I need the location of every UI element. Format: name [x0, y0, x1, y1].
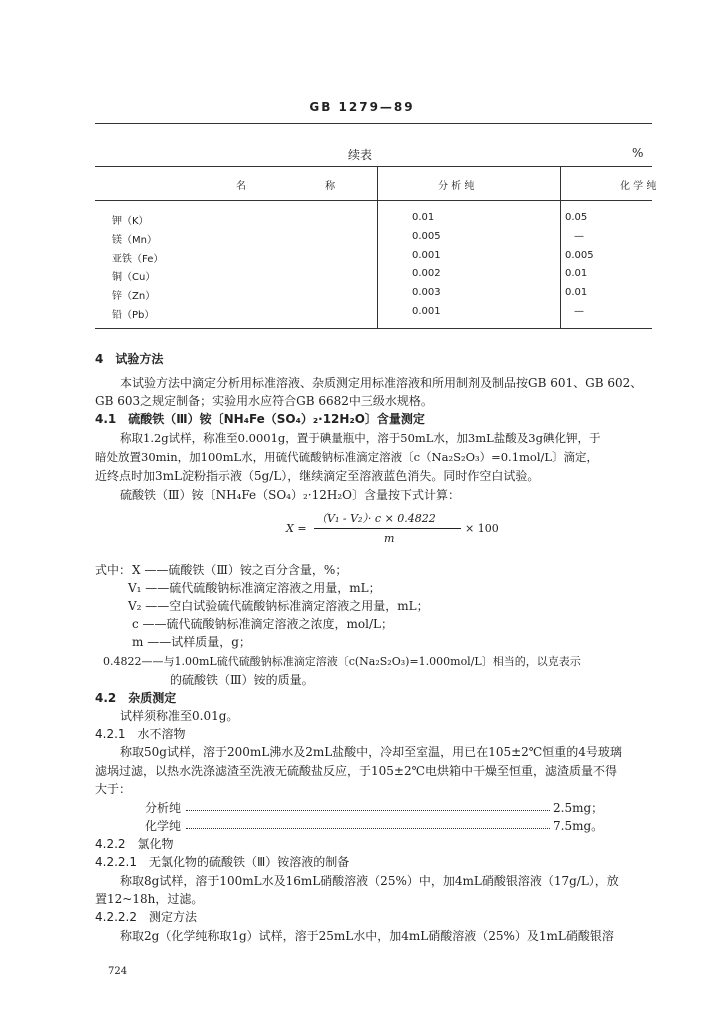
table-cell-name: 钾（K）	[112, 216, 149, 227]
section-4-2-2-2-heading: 4.2.2.2 测定方法	[95, 910, 197, 924]
paragraph-line: 置12~18h，过滤。	[95, 892, 204, 906]
grade-ar-value: 2.5mg；	[553, 801, 604, 815]
table-cell-ar: 0.001	[412, 250, 441, 261]
table-cell-name: 亚铁（Fe）	[112, 254, 164, 265]
table-cell-cp: 0.01	[565, 268, 588, 279]
section-4-2-2-1-heading: 4.2.2.1 无氯化物的硫酸铁（Ⅲ）铵溶液的制备	[95, 855, 350, 869]
grade-cp-value: 7.5mg。	[553, 819, 604, 833]
paragraph-line: 试样须称准至0.01g。	[120, 709, 239, 723]
table-cell-name: 铅（Pb）	[112, 310, 155, 321]
table-cell-cp: —	[574, 231, 584, 242]
grade-cp-label: 化学纯	[145, 819, 182, 833]
paragraph-line: GB 603之规定制备；实验用水应符合GB 6682中三级水规格。	[95, 394, 433, 408]
table-top-rule	[95, 166, 652, 167]
where-item: V₂ ——空白试验硫代硫酸钠标准滴定溶液之用量，mL；	[128, 599, 429, 613]
table-header-rule	[95, 200, 652, 201]
table-unit: %	[632, 146, 644, 160]
header-rule	[95, 123, 652, 124]
paragraph-line: 滤埚过滤，以热水洗涤滤渣至洗液无硫酸盐反应，于105±2℃电烘箱中干燥至恒重，滤渣质量不得	[95, 764, 618, 778]
formula-denominator: m	[384, 532, 395, 545]
paragraph-line: 称取8g试样，溶于100mL水及16mL硝酸溶液（25%）中，加4mL硝酸银溶液（17g/L），放	[120, 874, 619, 888]
leader-dots	[186, 828, 550, 829]
section-4-heading: 4 试验方法	[95, 352, 164, 366]
paragraph-line: 称取50g试样，溶于200mL沸水及2mL盐酸中，冷却至室温，用已在105±2℃恒重的4号玻璃	[120, 745, 622, 759]
section-4-2-1-heading: 4.2.1 水不溶物	[95, 727, 186, 741]
table-cell-ar: 0.001	[412, 306, 441, 317]
section-4-1-heading: 4.1 硫酸铁（Ⅲ）铵〔NH₄Fe（SO₄）₂·12H₂O〕含量测定	[95, 412, 425, 426]
paragraph-line: 近终点时加3mL淀粉指示液（5g/L），继续滴定至溶液蓝色消失。同时作空白试验。	[95, 469, 540, 483]
leader-dots	[186, 810, 550, 811]
table-cell-ar: 0.002	[412, 268, 441, 279]
table-cell-cp: 0.01	[565, 287, 588, 298]
section-4-2-heading: 4.2 杂质测定	[95, 691, 177, 705]
table-col-divider-2	[560, 166, 561, 328]
formula-tail: × 100	[465, 522, 499, 535]
table-col-divider-1	[377, 166, 378, 328]
grade-ar-label: 分析纯	[145, 801, 182, 815]
section-4-2-2-heading: 4.2.2 氯化物	[95, 837, 174, 851]
table-cell-name: 铜（Cu）	[112, 272, 156, 283]
table-cell-ar: 0.003	[412, 287, 441, 298]
table-header-name: 名 称	[236, 181, 374, 192]
standard-code-header: GB 1279—89	[309, 100, 415, 114]
table-caption: 续表	[348, 148, 373, 162]
paragraph-line: 称取1.2g试样，称准至0.0001g，置于碘量瓶中，溶于50mL水，加3mL盐酸及3g碘化钾，于	[120, 431, 601, 445]
paragraph-line: 本试验方法中滴定分析用标准溶液、杂质测定用标准溶液和所用制剂及制品按GB 601、GB 602、	[120, 376, 643, 390]
table-header-cp: 化 学 纯	[620, 181, 657, 192]
table-cell-ar: 0.01	[412, 212, 435, 223]
where-lead: 式中：	[95, 563, 132, 577]
table-cell-name: 锌（Zn）	[112, 291, 156, 302]
where-item: V₁ ——硫代硫酸钠标准滴定溶液之用量，mL；	[128, 581, 381, 595]
table-cell-cp: —	[574, 306, 584, 317]
formula-fraction-bar	[314, 528, 461, 529]
table-cell-cp: 0.005	[565, 250, 594, 261]
paragraph-line: 硫酸铁（Ⅲ）铵〔NH₄Fe（SO₄）₂·12H₂O〕含量按下式计算：	[120, 488, 460, 502]
where-item: c ——硫代硫酸钠标准滴定溶液之浓度，mol/L；	[132, 617, 393, 631]
where-item-cont: 的硫酸铁（Ⅲ）铵的质量。	[170, 673, 314, 687]
where-item: 0.4822——与1.00mL硫代硫酸钠标准滴定溶液〔c(Na₂S₂O₃)=1.000mol/L〕相当的，以克表示	[103, 655, 581, 668]
page-number: 724	[108, 966, 128, 977]
table-cell-ar: 0.005	[412, 231, 441, 242]
table-header-ar: 分 析 纯	[438, 181, 475, 192]
table-cell-name: 镁（Mn）	[112, 235, 157, 246]
table-bottom-rule	[95, 328, 652, 329]
formula-lhs: X =	[286, 522, 307, 535]
formula-numerator: （V₁ - V₂）· c × 0.4822	[316, 512, 436, 525]
where-item: m ——试样质量，g；	[132, 635, 251, 649]
paragraph-line: 称取2g（化学纯称取1g）试样，溶于25mL水中，加4mL硝酸溶液（25%）及1mL硝酸银溶	[120, 929, 614, 943]
where-item: X ——硫酸铁（Ⅲ）铵之百分含量，%；	[132, 563, 348, 577]
paragraph-line: 大于：	[95, 782, 132, 796]
table-cell-cp: 0.05	[565, 212, 588, 223]
paragraph-line: 暗处放置30min，加100mL水，用硫代硫酸钠标准滴定溶液〔c（Na₂S₂O₃）=0.1mol/L〕滴定，	[95, 450, 599, 464]
